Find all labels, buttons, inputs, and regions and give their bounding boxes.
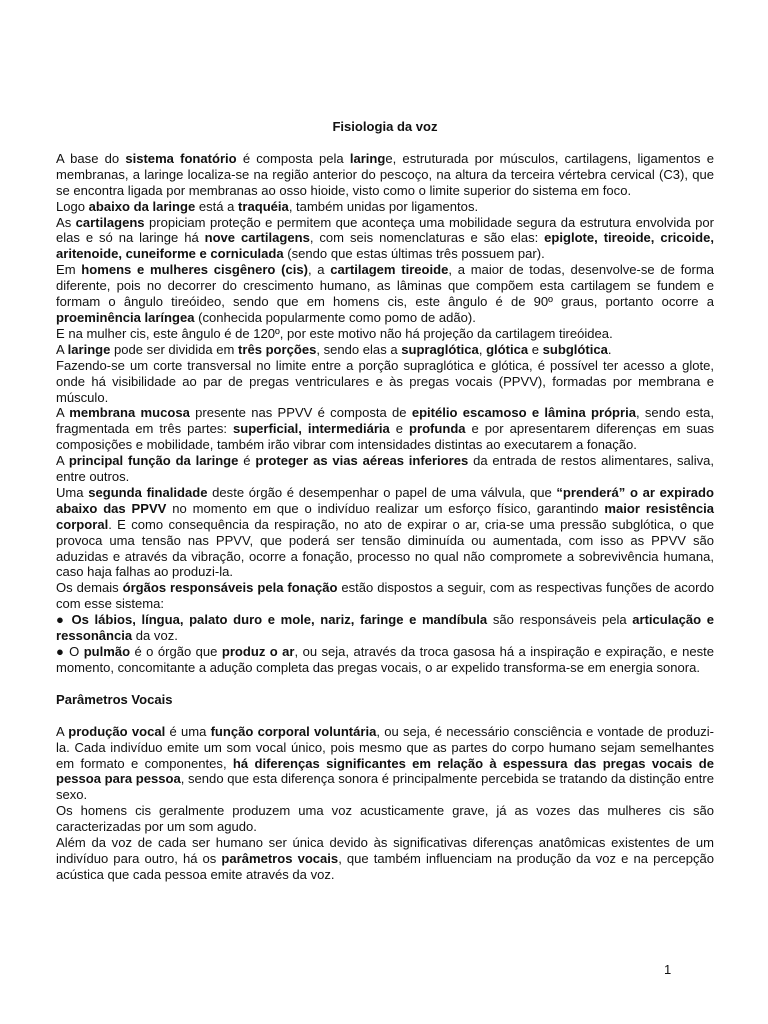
text-run: presente nas PPVV é composta de	[189, 405, 412, 421]
section-fisiologia-body	[56, 151, 714, 676]
paragraph	[56, 215, 714, 263]
bold-text: epitélio escamoso e lâmina própria	[411, 405, 636, 421]
bold-text: órgãos responsáveis pela fonação	[122, 580, 338, 596]
text-run: no momento em que o indivíduo realizar um esforço físico, garantindo	[166, 500, 605, 516]
bold-text: “prenderá” o ar expirado abaixo das PPVV	[56, 484, 715, 516]
text-run: A	[56, 453, 69, 469]
text-run: Fazendo-se um corte transversal no limite entre a porção supraglótica e glótica, é possível ter acesso a glote, onde há visibilidade ao par de pregas ventriculares e às pregas vocais (PPVV), formadas por membrana e músculo.	[56, 357, 714, 405]
text-run: (conhecida popularmente como pomo de adão).	[194, 309, 476, 325]
paragraph	[56, 453, 714, 485]
bold-text: laringe	[67, 341, 111, 357]
text-run: ● O	[56, 644, 84, 659]
text-run: e	[528, 341, 543, 357]
bold-text: há diferenças significantes em relação à espessura das pregas vocais de pessoa para pessoa	[56, 755, 714, 787]
paragraph	[56, 405, 714, 453]
text-run: A	[56, 341, 68, 357]
bold-text: nove cartilagens	[204, 230, 310, 246]
text-run: , sendo elas a	[316, 341, 402, 357]
paragraph	[56, 580, 714, 612]
text-run: Além da voz de cada ser humano ser única devido às significativas diferenças anatômicas existentes de um indivíduo para outro, há os	[56, 835, 714, 866]
text-run: ●	[56, 612, 72, 628]
paragraph	[56, 326, 714, 342]
bold-text: superficial, intermediária	[232, 421, 390, 437]
bold-text: glótica	[486, 341, 529, 357]
text-run: da voz.	[132, 628, 178, 644]
bold-text: produção vocal	[68, 723, 166, 739]
text-run: , sendo que esta diferença sonora é principalmente percebida se tratando da distinção entre sexo.	[56, 771, 714, 803]
paragraph	[56, 199, 714, 215]
section-parametros-body	[56, 724, 714, 883]
text-run: , com seis nomenclaturas e são elas:	[309, 230, 545, 246]
text-run: , sendo esta, fragmentada em três partes:	[56, 405, 715, 437]
text-run: e	[389, 421, 410, 437]
bold-text: membrana mucosa	[69, 405, 190, 421]
bold-text: maior resistência corporal	[56, 500, 714, 532]
bold-text: subglótica	[542, 341, 608, 357]
paragraph	[56, 835, 714, 883]
bold-text: três porções	[238, 341, 317, 357]
paragraph	[56, 151, 714, 199]
document-page	[56, 119, 714, 883]
bold-text: principal função da laringe	[68, 453, 239, 469]
text-run: , que também influenciam na produção da voz e na percepção acústica que cada pessoa emite através da voz.	[56, 850, 714, 882]
bold-text: pulmão	[83, 644, 131, 659]
text-run: .	[607, 341, 612, 357]
text-run: e por apresentarem diferenças em suas composições e mobilidade, também irão vibrar com intensidades distintas ao executarem a fonação.	[56, 421, 714, 453]
bold-text: cartilagem tireoide	[330, 262, 449, 278]
bold-text: supraglótica	[401, 341, 479, 357]
text-run: E na mulher cis, este ângulo é de 120º, por este motivo não há projeção da cartilagem tireóidea.	[56, 325, 613, 341]
text-run: é	[238, 453, 256, 469]
paragraph	[56, 342, 714, 358]
text-run: da entrada de restos alimentares, saliva, entre outros.	[56, 453, 715, 485]
text-run: A	[56, 405, 70, 421]
bold-text: homens e mulheres cisgênero (cis)	[81, 262, 308, 278]
text-run: Em	[56, 262, 82, 278]
document-title: Fisiologia da voz	[332, 119, 438, 134]
text-run: A base do	[56, 150, 126, 166]
bold-text: abaixo da laringe	[88, 198, 196, 214]
text-run: é composta pela	[236, 150, 350, 166]
text-run: , ou seja, é necessário consciência e vontade de produzi-la. Cada indivíduo emite um som vocal único, pois mesmo que as partes do corpo humano sejam semelhantes em formato e componentes,	[56, 723, 714, 771]
section-title-parametros: Parâmetros Vocais	[56, 691, 173, 707]
text-run: está a	[195, 198, 239, 214]
text-run: As	[56, 214, 76, 230]
text-run: , a	[307, 262, 331, 278]
bold-text: função corporal voluntária	[210, 723, 377, 739]
text-run: é o órgão que	[130, 644, 222, 659]
bold-text: laring	[349, 150, 386, 166]
text-run: Os homens cis geralmente produzem uma voz acusticamente grave, já as vozes das mulheres cis são caracterizadas por um som agudo.	[56, 803, 714, 835]
text-run: é uma	[165, 723, 211, 739]
text-run: (sendo que estas últimas três possuem par).	[283, 246, 545, 262]
paragraph	[56, 644, 714, 676]
bold-text: produz o ar	[221, 644, 295, 659]
bold-text: cartilagens	[75, 214, 145, 230]
paragraph	[56, 724, 714, 804]
text-run: Uma	[56, 484, 89, 500]
bold-text: proteger as vias aéreas inferiores	[255, 453, 469, 469]
paragraph	[56, 803, 714, 835]
text-run: propiciam proteção e permitem que aconteça uma mobilidade segura da estrutura envolvida por elas e só na laringe há	[56, 214, 715, 246]
text-run: deste órgão é desempenhar o papel de uma válvula, que	[207, 484, 557, 500]
text-run: pode ser dividida em	[110, 341, 239, 357]
bold-text: parâmetros vocais	[221, 850, 339, 866]
text-run: Logo	[56, 198, 89, 214]
section-gap	[56, 708, 714, 724]
bold-text: traquéia	[238, 198, 289, 214]
bold-text: segunda finalidade	[88, 484, 208, 500]
text-run: A	[56, 723, 69, 739]
text-run: , ou seja, através da troca gasosa há a inspiração e expiração, e neste momento, concomitante a adução completa das pregas vocais, o ar expelido transforma-se em energia sonora.	[56, 644, 714, 675]
paragraph	[56, 612, 714, 644]
bold-text: sistema fonatório	[125, 150, 237, 166]
text-run: ,	[478, 341, 487, 357]
page-number: 1	[664, 962, 672, 977]
text-run: , também unidas por ligamentos.	[288, 198, 479, 214]
text-run: Os demais	[56, 580, 123, 596]
bold-text: proeminência laríngea	[56, 309, 195, 325]
text-run: são responsáveis pela	[487, 612, 633, 628]
text-run: , a maior de todas, desenvolve-se de forma diferente, pois no decorrer do crescimento humano, as lâminas que compõem esta cartilagem se fundem e formam o ângulo tireóideo, sendo que em homens cis, este ângulo é de 90º graus, portanto ocorre a	[56, 262, 714, 310]
text-run: e, estruturada por músculos, cartilagens, ligamentos e membranas, a laringe localiza-se na região anterior do pescoço, na altura da terceira vértebra cervical (C3), que se encontra ligada por membranas ao osso hioide, visto como o limite superior do sistema em foco.	[56, 150, 714, 198]
bold-text: Os lábios, língua, palato duro e mole, nariz, faringe e mandíbula	[71, 612, 488, 628]
text-run: estão dispostos a seguir, com as respectivas funções de acordo com esse sistema:	[56, 580, 715, 612]
section-gap	[56, 676, 714, 692]
paragraph	[56, 358, 714, 406]
bold-text: profunda	[409, 421, 466, 437]
text-run: . E como consequência da respiração, no ato de expirar o ar, cria-se uma pressão subglótica, o que provoca uma tensão nas PPVV, que poderá ser tensão diminuída ou aumentada, com isso as PPVV são aduzidas e através da vibração, ocorre a fonação, processo no qual não compromete a sobrevivência humana, caso haja falhas ao produzi-la.	[56, 516, 714, 580]
bold-text: epiglote, tireoide, cricoide, aritenoide, cuneiforme e corniculada	[56, 230, 715, 262]
paragraph	[56, 485, 714, 580]
bold-text: articulação e ressonância	[56, 612, 714, 644]
paragraph	[56, 262, 714, 326]
